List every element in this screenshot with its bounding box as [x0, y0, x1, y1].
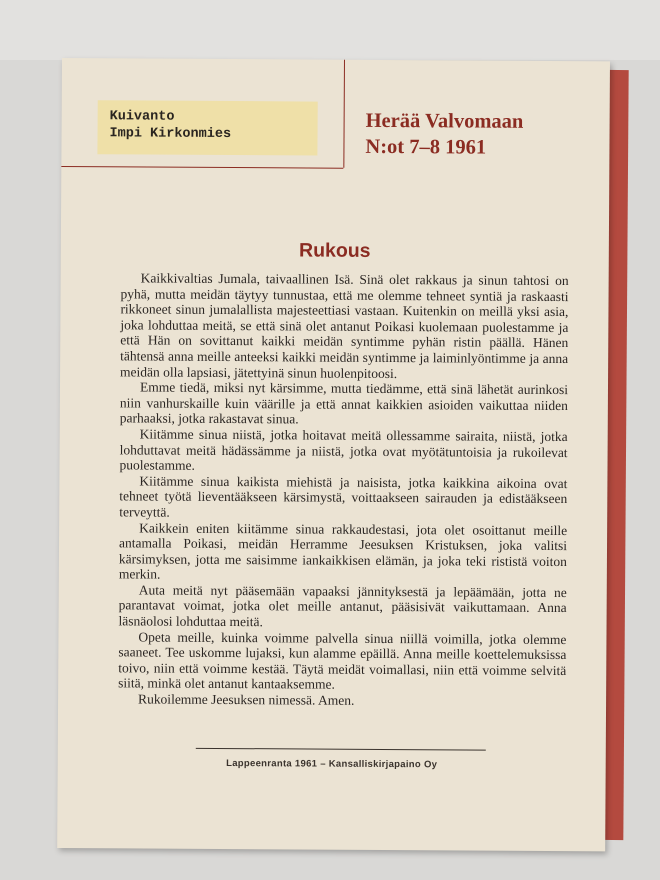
background — [0, 0, 660, 60]
paragraph: Emme tiedä, miksi nyt kärsimme, mutta tiedämme, että sinä lähetät aurinkosi niin vanhurskaille kuin väärille ja että annat kaikkien asioiden vaikuttaa niiden parhaaksi, jotka rakastavat sinua. — [119, 379, 569, 427]
header-divider-horizontal — [61, 166, 343, 169]
publication-title: Herää Valvomaan — [365, 109, 524, 133]
issue-number: N:ot 7–8 1961 — [365, 135, 487, 159]
page-title: Rukous — [298, 239, 371, 262]
paragraph: Kaikkivaltias Jumala, taivaallinen Isä. Sinä olet rakkaus ja sinun tahtosi on pyhä, mutta meidän täytyy tunnustaa, että me olemme tehneet syntiä ja raskaasti rikkoneet sinun jumalallista majesteettiasi vastaan. Kuitenkin on meillä yksi asia, joka lohduttaa meitä, se että sinä olet antanut Poikasi kuolemaan puolestamme ja että Hän on sovittanut kaikki meidän syntimme pyhän ristin päällä. Hänen tähtensä anna meille anteeksi kaikki meidän syntimme ja laiminlyöntimme ja anna meidän olla lapsiasi, jätettyinä sinun huolenpitoosi. — [120, 270, 569, 381]
paragraph: Opeta meille, kuinka voimme palvella sinua niillä voimilla, jotka olemme saaneet. Tee uskomme lujaksi, kun alamme epäillä. Anna meille koettelemuksissa toivo, niin että voimme kestää. Täytä meidät voimallasi, niin että voimme selvitä siitä, minkä olet antanut kantaaksemme. — [118, 629, 567, 693]
address-label — [97, 100, 317, 155]
paragraph: Kaikkein eniten kiitämme sinua rakkaudestasi, jota olet osoittanut meille antamalla Poikasi, meidän Herramme Jeesuksen Kristuksen, joka valitsi kärsimyksen, jotta me saisimme iankaikkisen elämän, ja joka teki rististä voiton merkin. — [118, 519, 568, 582]
paragraph: Kiitämme sinua niistä, jotka hoitavat meitä ollessamme sairaita, niistä, jotka lohduttavat meitä hädässämme ja niistä, jotka ovat myötätuntoisia ja rukoilevat puolestamme. — [119, 426, 568, 473]
publication-header — [365, 108, 523, 161]
prayer-text — [118, 270, 569, 709]
paragraph: Rukoilemme Jeesuksen nimessä. Amen. — [138, 691, 355, 708]
footer-rule — [196, 748, 486, 751]
printer-imprint: Lappeenranta 1961 – Kansalliskirjapaino Oy — [226, 758, 438, 771]
pamphlet-page — [57, 58, 610, 851]
paragraph: Kiitämme sinua kaikista miehistä ja naisista, jotka kaikkina aikoina ovat tehneet työtä lieventääkseen kärsimystä, voittaakseen sairauden ja edistääkseen terveyttä. — [119, 473, 568, 520]
header-divider-vertical — [343, 60, 345, 168]
address-label-line-1: Kuivanto — [109, 109, 175, 125]
paragraph: Auta meitä nyt pääsemään vapaaksi jännityksestä ja lepäämään, jotta ne parantavat voimat, jotka olet meille antanut, pääsisivät vaikuttamaan. Anna läsnäolosi lohduttaa meitä. — [118, 582, 567, 630]
address-label-line-2: Impi Kirkonmies — [109, 126, 232, 143]
